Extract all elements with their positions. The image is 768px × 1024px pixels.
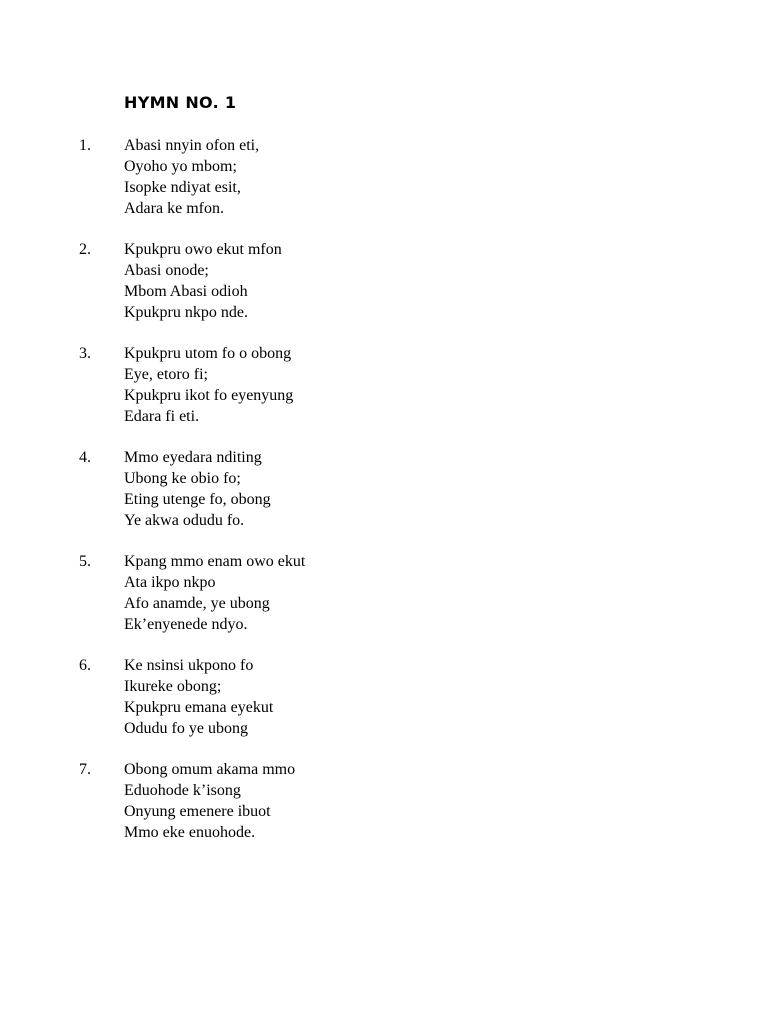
- stanza-lines: [124, 551, 305, 635]
- stanza: [0, 655, 768, 759]
- stanza: [0, 239, 768, 343]
- verse-line: Abasi onode;: [124, 262, 209, 279]
- verse-line: Oyoho yo mbom;: [124, 158, 237, 175]
- verse-line: Ye akwa odudu fo.: [124, 512, 245, 529]
- verse-line: Kpukpru emana eyekut: [124, 699, 274, 716]
- verse-line: Kpukpru ikot fo eyenyung: [124, 387, 294, 404]
- stanza-number: 5.: [79, 553, 91, 570]
- stanza-number: 3.: [79, 345, 91, 362]
- stanza-lines: [124, 447, 271, 531]
- verse-line: Obong omum akama mmo: [124, 761, 296, 778]
- verse-line: Ke nsinsi ukpono fo: [124, 657, 254, 674]
- verse-line: Mmo eke enuohode.: [124, 824, 256, 841]
- verse-line: Ek’enyenede ndyo.: [124, 616, 248, 633]
- verse-line: Mbom Abasi odioh: [124, 283, 248, 300]
- verse-line: Eting utenge fo, obong: [124, 491, 271, 508]
- verse-line: Adara ke mfon.: [124, 200, 224, 217]
- verse-line: Kpukpru utom fo o obong: [124, 345, 292, 362]
- stanza-number: 2.: [79, 241, 91, 258]
- verse-line: Isopke ndiyat esit,: [124, 179, 241, 196]
- verse-line: Onyung emenere ibuot: [124, 803, 271, 820]
- verse-line: Ubong ke obio fo;: [124, 470, 241, 487]
- verse-line: Kpukpru nkpo nde.: [124, 304, 248, 321]
- hymn-title: HYMN NO. 1: [124, 93, 237, 112]
- verse-line: Abasi nnyin ofon eti,: [124, 137, 260, 154]
- verse-line: Odudu fo ye ubong: [124, 720, 248, 737]
- stanza: [0, 759, 768, 863]
- stanza-number: 6.: [79, 657, 91, 674]
- verse-line: Ata ikpo nkpo: [124, 574, 216, 591]
- stanza-lines: [124, 759, 295, 843]
- stanza-lines: [124, 239, 282, 323]
- verse-line: Eduohode k’isong: [124, 782, 241, 799]
- verse-line: Ikureke obong;: [124, 678, 222, 695]
- stanza-lines: [124, 135, 259, 219]
- stanza-number: 7.: [79, 761, 91, 778]
- verse-line: Afo anamde, ye ubong: [124, 595, 270, 612]
- verse-line: Kpang mmo enam owo ekut: [124, 553, 306, 570]
- verse-line: Edara fi eti.: [124, 408, 200, 425]
- stanza: [0, 135, 768, 239]
- stanza-number: 4.: [79, 449, 91, 466]
- verse-line: Eye, etoro fi;: [124, 366, 208, 383]
- stanza: [0, 447, 768, 551]
- stanza-lines: [124, 343, 293, 427]
- stanza-number: 1.: [79, 137, 91, 154]
- stanza: [0, 343, 768, 447]
- stanza-list: [0, 135, 768, 863]
- stanza-lines: [124, 655, 273, 739]
- verse-line: Kpukpru owo ekut mfon: [124, 241, 282, 258]
- stanza: [0, 551, 768, 655]
- verse-line: Mmo eyedara nditing: [124, 449, 262, 466]
